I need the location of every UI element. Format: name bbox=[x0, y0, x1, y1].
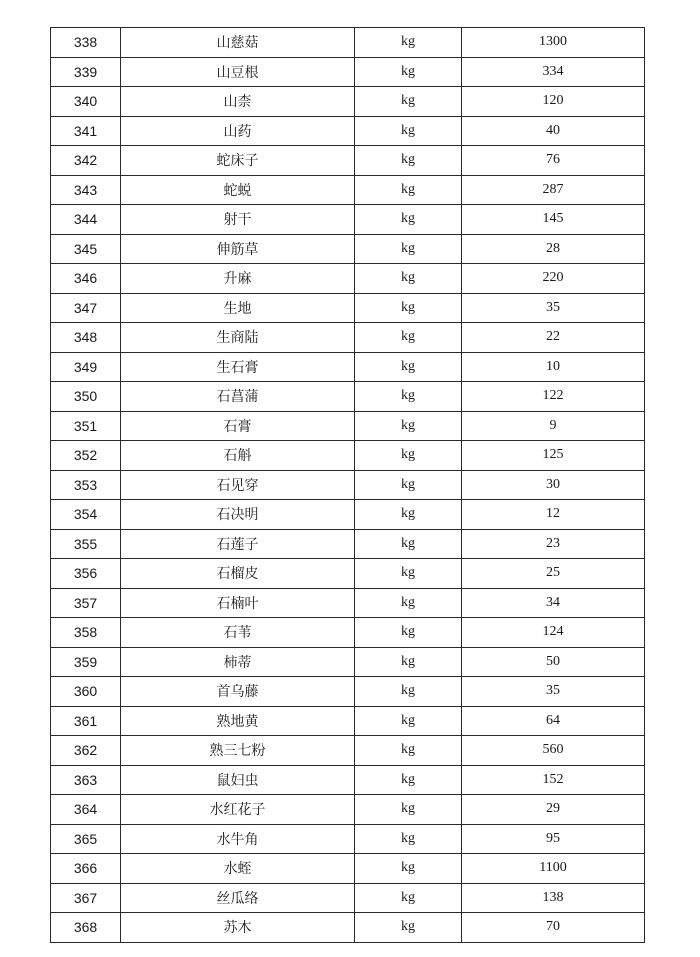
item-name-cell: 生石膏 bbox=[121, 352, 355, 382]
unit-cell: kg bbox=[355, 323, 462, 353]
unit-cell: kg bbox=[355, 441, 462, 471]
table-row bbox=[51, 382, 645, 412]
unit-cell: kg bbox=[355, 382, 462, 412]
item-name-cell: 石斛 bbox=[121, 441, 355, 471]
table-row bbox=[51, 559, 645, 589]
row-number-cell: 367 bbox=[51, 883, 121, 913]
table-row bbox=[51, 824, 645, 854]
quantity-cell: 220 bbox=[462, 264, 645, 294]
quantity-cell: 287 bbox=[462, 175, 645, 205]
quantity-cell: 50 bbox=[462, 647, 645, 677]
item-name-cell: 蛇蜕 bbox=[121, 175, 355, 205]
table-row bbox=[51, 234, 645, 264]
item-name-cell: 石膏 bbox=[121, 411, 355, 441]
unit-cell: kg bbox=[355, 795, 462, 825]
row-number-cell: 365 bbox=[51, 824, 121, 854]
item-name-cell: 石见穿 bbox=[121, 470, 355, 500]
unit-cell: kg bbox=[355, 116, 462, 146]
row-number-cell: 342 bbox=[51, 146, 121, 176]
quantity-cell: 70 bbox=[462, 913, 645, 943]
inventory-table-body bbox=[51, 28, 645, 943]
item-name-cell: 生地 bbox=[121, 293, 355, 323]
quantity-cell: 29 bbox=[462, 795, 645, 825]
row-number-cell: 351 bbox=[51, 411, 121, 441]
row-number-cell: 356 bbox=[51, 559, 121, 589]
table-row bbox=[51, 264, 645, 294]
unit-cell: kg bbox=[355, 824, 462, 854]
item-name-cell: 丝瓜络 bbox=[121, 883, 355, 913]
item-name-cell: 石苇 bbox=[121, 618, 355, 648]
quantity-cell: 9 bbox=[462, 411, 645, 441]
row-number-cell: 359 bbox=[51, 647, 121, 677]
item-name-cell: 山柰 bbox=[121, 87, 355, 117]
quantity-cell: 125 bbox=[462, 441, 645, 471]
item-name-cell: 水红花子 bbox=[121, 795, 355, 825]
table-row bbox=[51, 854, 645, 884]
unit-cell: kg bbox=[355, 559, 462, 589]
inventory-table bbox=[50, 27, 645, 943]
row-number-cell: 355 bbox=[51, 529, 121, 559]
unit-cell: kg bbox=[355, 500, 462, 530]
row-number-cell: 360 bbox=[51, 677, 121, 707]
row-number-cell: 340 bbox=[51, 87, 121, 117]
table-row bbox=[51, 795, 645, 825]
table-row bbox=[51, 175, 645, 205]
unit-cell: kg bbox=[355, 205, 462, 235]
item-name-cell: 伸筋草 bbox=[121, 234, 355, 264]
quantity-cell: 120 bbox=[462, 87, 645, 117]
table-row bbox=[51, 647, 645, 677]
table-row bbox=[51, 116, 645, 146]
table-row bbox=[51, 441, 645, 471]
quantity-cell: 30 bbox=[462, 470, 645, 500]
row-number-cell: 363 bbox=[51, 765, 121, 795]
item-name-cell: 首乌藤 bbox=[121, 677, 355, 707]
unit-cell: kg bbox=[355, 677, 462, 707]
item-name-cell: 山药 bbox=[121, 116, 355, 146]
row-number-cell: 354 bbox=[51, 500, 121, 530]
unit-cell: kg bbox=[355, 234, 462, 264]
row-number-cell: 352 bbox=[51, 441, 121, 471]
item-name-cell: 射干 bbox=[121, 205, 355, 235]
item-name-cell: 升麻 bbox=[121, 264, 355, 294]
row-number-cell: 350 bbox=[51, 382, 121, 412]
quantity-cell: 560 bbox=[462, 736, 645, 766]
unit-cell: kg bbox=[355, 706, 462, 736]
unit-cell: kg bbox=[355, 352, 462, 382]
unit-cell: kg bbox=[355, 883, 462, 913]
table-row bbox=[51, 205, 645, 235]
quantity-cell: 35 bbox=[462, 677, 645, 707]
table-row bbox=[51, 323, 645, 353]
item-name-cell: 鼠妇虫 bbox=[121, 765, 355, 795]
quantity-cell: 34 bbox=[462, 588, 645, 618]
unit-cell: kg bbox=[355, 87, 462, 117]
item-name-cell: 石榴皮 bbox=[121, 559, 355, 589]
table-row bbox=[51, 57, 645, 87]
table-row bbox=[51, 677, 645, 707]
quantity-cell: 22 bbox=[462, 323, 645, 353]
unit-cell: kg bbox=[355, 28, 462, 58]
table-row bbox=[51, 293, 645, 323]
row-number-cell: 348 bbox=[51, 323, 121, 353]
quantity-cell: 152 bbox=[462, 765, 645, 795]
quantity-cell: 334 bbox=[462, 57, 645, 87]
unit-cell: kg bbox=[355, 736, 462, 766]
row-number-cell: 345 bbox=[51, 234, 121, 264]
row-number-cell: 346 bbox=[51, 264, 121, 294]
quantity-cell: 40 bbox=[462, 116, 645, 146]
quantity-cell: 138 bbox=[462, 883, 645, 913]
table-row bbox=[51, 736, 645, 766]
unit-cell: kg bbox=[355, 57, 462, 87]
quantity-cell: 25 bbox=[462, 559, 645, 589]
unit-cell: kg bbox=[355, 647, 462, 677]
unit-cell: kg bbox=[355, 264, 462, 294]
quantity-cell: 10 bbox=[462, 352, 645, 382]
row-number-cell: 344 bbox=[51, 205, 121, 235]
table-row bbox=[51, 883, 645, 913]
item-name-cell: 水蛭 bbox=[121, 854, 355, 884]
row-number-cell: 343 bbox=[51, 175, 121, 205]
row-number-cell: 358 bbox=[51, 618, 121, 648]
table-row bbox=[51, 87, 645, 117]
unit-cell: kg bbox=[355, 913, 462, 943]
table-row bbox=[51, 500, 645, 530]
unit-cell: kg bbox=[355, 854, 462, 884]
item-name-cell: 生商陆 bbox=[121, 323, 355, 353]
unit-cell: kg bbox=[355, 470, 462, 500]
table-row bbox=[51, 411, 645, 441]
row-number-cell: 368 bbox=[51, 913, 121, 943]
item-name-cell: 苏木 bbox=[121, 913, 355, 943]
table-row bbox=[51, 913, 645, 943]
row-number-cell: 357 bbox=[51, 588, 121, 618]
quantity-cell: 64 bbox=[462, 706, 645, 736]
item-name-cell: 熟三七粉 bbox=[121, 736, 355, 766]
item-name-cell: 石莲子 bbox=[121, 529, 355, 559]
table-row bbox=[51, 765, 645, 795]
quantity-cell: 23 bbox=[462, 529, 645, 559]
quantity-cell: 95 bbox=[462, 824, 645, 854]
table-row bbox=[51, 618, 645, 648]
unit-cell: kg bbox=[355, 146, 462, 176]
row-number-cell: 347 bbox=[51, 293, 121, 323]
unit-cell: kg bbox=[355, 529, 462, 559]
table-row bbox=[51, 470, 645, 500]
unit-cell: kg bbox=[355, 618, 462, 648]
row-number-cell: 361 bbox=[51, 706, 121, 736]
item-name-cell: 山豆根 bbox=[121, 57, 355, 87]
unit-cell: kg bbox=[355, 293, 462, 323]
table-row bbox=[51, 529, 645, 559]
quantity-cell: 145 bbox=[462, 205, 645, 235]
row-number-cell: 353 bbox=[51, 470, 121, 500]
quantity-cell: 35 bbox=[462, 293, 645, 323]
item-name-cell: 石菖蒲 bbox=[121, 382, 355, 412]
item-name-cell: 水牛角 bbox=[121, 824, 355, 854]
unit-cell: kg bbox=[355, 175, 462, 205]
quantity-cell: 76 bbox=[462, 146, 645, 176]
quantity-cell: 28 bbox=[462, 234, 645, 264]
row-number-cell: 366 bbox=[51, 854, 121, 884]
item-name-cell: 石决明 bbox=[121, 500, 355, 530]
item-name-cell: 熟地黄 bbox=[121, 706, 355, 736]
table-row bbox=[51, 588, 645, 618]
row-number-cell: 339 bbox=[51, 57, 121, 87]
table-row bbox=[51, 352, 645, 382]
quantity-cell: 12 bbox=[462, 500, 645, 530]
quantity-cell: 1100 bbox=[462, 854, 645, 884]
row-number-cell: 349 bbox=[51, 352, 121, 382]
row-number-cell: 364 bbox=[51, 795, 121, 825]
quantity-cell: 124 bbox=[462, 618, 645, 648]
item-name-cell: 蛇床子 bbox=[121, 146, 355, 176]
item-name-cell: 山慈菇 bbox=[121, 28, 355, 58]
item-name-cell: 石楠叶 bbox=[121, 588, 355, 618]
table-row bbox=[51, 146, 645, 176]
unit-cell: kg bbox=[355, 411, 462, 441]
table-row bbox=[51, 28, 645, 58]
item-name-cell: 柿蒂 bbox=[121, 647, 355, 677]
quantity-cell: 1300 bbox=[462, 28, 645, 58]
row-number-cell: 362 bbox=[51, 736, 121, 766]
unit-cell: kg bbox=[355, 588, 462, 618]
unit-cell: kg bbox=[355, 765, 462, 795]
quantity-cell: 122 bbox=[462, 382, 645, 412]
row-number-cell: 341 bbox=[51, 116, 121, 146]
table-row bbox=[51, 706, 645, 736]
row-number-cell: 338 bbox=[51, 28, 121, 58]
